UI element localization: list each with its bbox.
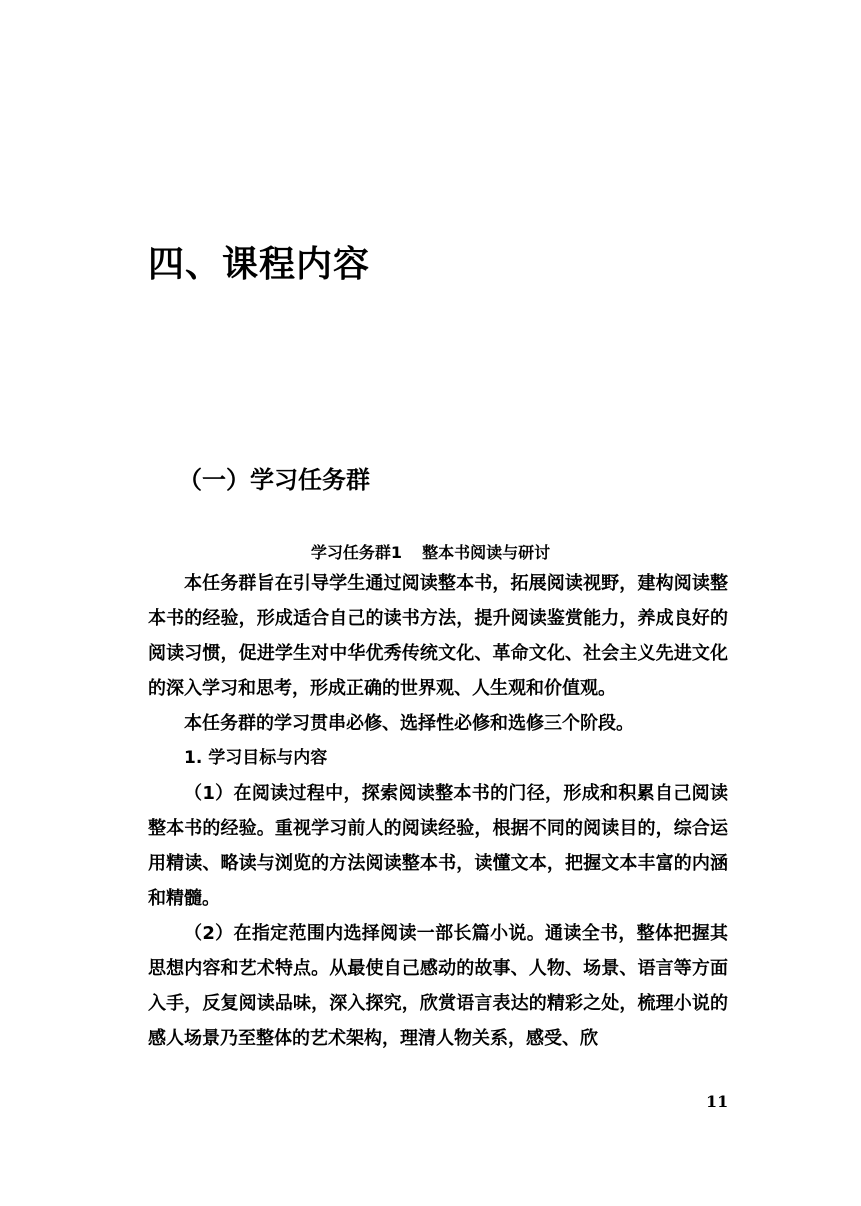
chapter-title: 四、课程内容: [148, 244, 371, 285]
page-number: 11: [706, 1092, 729, 1111]
paragraph-stages: 本任务群的学习贯串必修、选择性必修和选修三个阶段。: [184, 713, 634, 734]
subheading-goals: 1. 学习目标与内容: [184, 748, 328, 768]
paragraph-item-1: （1）在阅读过程中，探索阅读整本书的门径，形成和积累自己阅读整本书的经验。重视学习前人的阅读经验，根据不同的阅读目的，综合运用精读、略读与浏览的方法阅读整本书，读懂文本，把握文本丰富的内涵和精髓。: [148, 783, 728, 909]
task-group-title: [0, 540, 861, 563]
task-group-name: 整本书阅读与研讨: [422, 543, 551, 562]
section-heading: （一）学习任务群: [178, 466, 370, 494]
paragraph-intro: 本任务群旨在引导学生通过阅读整本书，拓展阅读视野，建构阅读整本书的经验，形成适合自己的读书方法，提升阅读鉴赏能力，养成良好的阅读习惯，促进学生对中华优秀传统文化、革命文化、社会主义先进文化的深入学习和思考，形成正确的世界观、人生观和价值观。: [148, 573, 728, 699]
body-text: [148, 566, 728, 1056]
task-group-number: 学习任务群1: [310, 543, 403, 562]
paragraph-item-2: （2）在指定范围内选择阅读一部长篇小说。通读全书，整体把握其思想内容和艺术特点。从最使自己感动的故事、人物、场景、语言等方面入手，反复阅读品味，深入探究，欣赏语言表达的精彩之处，梳理小说的感人场景乃至整体的艺术架构，理清人物关系，感受、欣: [148, 923, 728, 1049]
